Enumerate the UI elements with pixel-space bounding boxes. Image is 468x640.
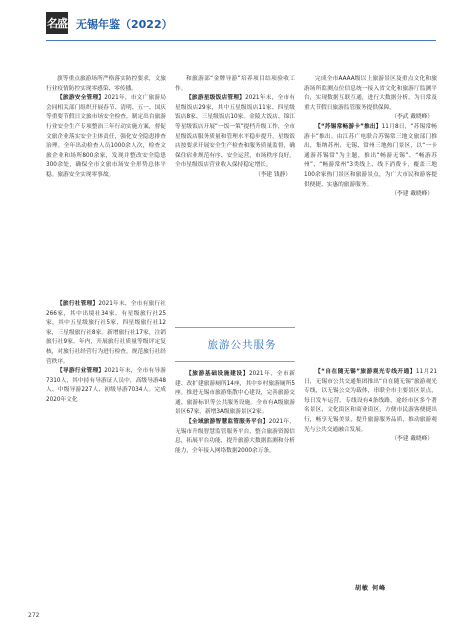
- entry: [175, 418, 295, 456]
- attribution: （李建 钱静）: [255, 171, 291, 178]
- page-header: [46, 12, 436, 40]
- attribution: （李建 戴晓峰）: [391, 191, 433, 198]
- entry-text: 2021年，无锡市升级智慧监管服务平台，整合旅游资源信息，拓展平台功能，提升旅游大数据监测和分析能力，全年接入网络数据2000余万条。: [175, 418, 295, 454]
- section-title: 旅游公共服务: [207, 338, 277, 351]
- entry-title: 【旅游星级饭店管理】: [186, 95, 246, 102]
- entry: [46, 367, 166, 405]
- entry-text: 11月8日，“苏锡常畅游卡”推出。由江苏广电联合苏锡常三地文旅部门推出，集纳苏州、无锡、常州三地热门景区，以“一卡通游苏锡常”为主题，推出“畅游无锡”、“畅游苏州”、“畅游常州”3类线上、线下消费卡，覆盖三地100余家热门景区和旅游景点，为广大市民和游客提供便捷、实惠的旅游服务。: [304, 123, 437, 188]
- paragraph: 和旅游部“金牌导游”培养项目结项验收工作。: [175, 76, 295, 92]
- section-rule-top: [175, 327, 295, 328]
- entry-title: 【全域旅游智慧监管服务平台】: [186, 418, 269, 425]
- entry-title: 【旅游安全管理】: [57, 95, 105, 102]
- entry-text: 2021年末，全市有星级饭店29家，其中五星级饭店11家、四星级饭店8家、三星级饭店10家。金陵大饭店、锦江等星级饭店开展“一饭一策”提档升级工作，全市星级饭店服务质量和管理水平稳步提升，星级饭店按要求开展安全生产检查和服务质量监督，确保住宿业规范有序、安全运营，市场秩序良好。全市星级饭店营业收入保持稳定增长。: [175, 95, 295, 169]
- book-title: 无锡年鉴（2022）: [76, 18, 173, 31]
- section-heading: [197, 331, 287, 357]
- paragraph: 旗等重点旅游场所严格落实防控要求，文旅行业疫情防控实现零感染、零传播。: [46, 76, 166, 92]
- entry-title: 【旅游基础设施建设】: [186, 371, 250, 377]
- entry-title: 【“苏锡常畅游卡”推出】: [315, 123, 382, 130]
- attribution: （李建 戴晓峰）: [391, 436, 433, 443]
- column-2-top: [175, 75, 295, 181]
- yearbook-logo: 名盛: [46, 12, 68, 34]
- column-2-bottom: [175, 370, 295, 456]
- entry-text: 2021年末，全市有导游7310人，其中持有导游证人员中，高级导游48人、中级导游227人、初级导游7034人。完成2020年文化: [46, 368, 166, 403]
- page-number: 272: [28, 612, 40, 619]
- entry-text: 2021年末，全市有旅行社266家，其中出境社34家。有星级旅行社25家，其中五星级旅行社5家，四星级旅行社12家，三星级旅行社8家。新增旅行社17家，注销旅行社9家。年内，开展旅行社质量等级评定复核，对旅行社经营行为进行检查，规范旅行社经营秩序。: [46, 301, 166, 365]
- entry: [46, 300, 166, 367]
- entry: [175, 94, 295, 171]
- entry: [175, 370, 295, 418]
- header-divider: [46, 40, 436, 41]
- entry: [304, 368, 437, 435]
- entry-title: 【“自在随无锡”旅游观光专线开通】: [315, 369, 416, 375]
- entry: [46, 94, 166, 180]
- attribution: （李武 戴晓峰）: [391, 114, 433, 121]
- paragraph: 完成全市AAAA级以上旅游景区及重点文化和旅游场所监测点位信息统一接入省文化和旅游厅监测平台，实现数据互联互通，进行大数据分析，为日常及重大节假日旅游监管服务提供保障。: [304, 76, 437, 111]
- column-1-top: [46, 75, 166, 181]
- entry-title: 【旅行社管理】: [57, 301, 99, 307]
- column-3-bottom: [304, 368, 437, 445]
- column-3-top: [304, 75, 437, 200]
- section-rule-bottom: [175, 361, 295, 362]
- entry: [304, 123, 437, 190]
- entry-text: 2021年，全市新建、改扩建旅游厕所14座，其中乡村旅游厕所5座。推进无锡市旅游集散中心建设，完善旅游交通、旅游标识等公共服务设施。全市有A级旅游景区67家，新增3A级旅游景区2家。: [175, 371, 295, 416]
- entry-title: 【导游行业管理】: [57, 368, 105, 375]
- author-signature: 胡敏 何峰: [355, 585, 387, 592]
- entry-text: 11月21日，无锡市公共交通集团推出“自在随无锡”旅游观光专线，以无锡公交为载体，串联全市主要景区景点，每日发车运营。专线设有4条线路，途经市区多个著名景区、文化街区和商业街区，方便市民游客便捷出行，畅享无锡美景，提升旅游服务品质，推动旅游观光与公共交通融合发展。: [304, 369, 437, 433]
- column-1-bottom: [46, 300, 166, 406]
- entry-text: 2021年，市文广旅游局会同相关部门组织开展春节、清明、五一、国庆等重要节假日文旅市场安全检查，制定出台旅游行业安全生产专项整治三年行动实施方案，督促文旅企业落实安全主体责任，强化安全隐患排查治理。全年出动检查人员1000余人次，检查文旅企业和场所800余家，发现并整改安全隐患300余处，确保全市文旅市场安全形势总体平稳。旅游安全实现零事故。: [46, 95, 166, 178]
